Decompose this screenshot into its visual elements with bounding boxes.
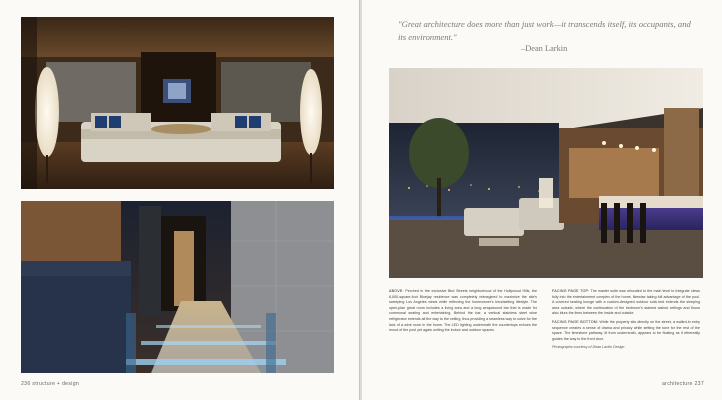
caption-text: The master suite was relocated to the main level to integrate views fully into the entertainment complex of the home, likewise taking full advantage of the pool. A covered seating lounge with a custom-designed outdoor sofa bed extends the sleeping area outside, where the continuation of the bedroom's stained walnut ceilings and floors also blurs the lines between the inside and outside. (552, 289, 700, 316)
entry-walkway-photo (21, 201, 334, 373)
body-column-right (552, 289, 700, 354)
quote-author: –Dean Larkin (521, 44, 568, 53)
caption-text: While the property sits directly on the street, a walled-in entry sequence creates a sense of drama and privacy while setting the tone for the rest of the space. The limestone pathway, lit from underneath, appears to be floating as it ethereally guides the way to the front door. (552, 319, 700, 341)
pull-quote: "Great architecture does more than just work—it transcends itself, its occupants, and its environment." (398, 19, 691, 42)
caption-facing-top (552, 289, 700, 317)
photo-credit: Photographs courtesy of Dean Larkin Design (552, 345, 625, 350)
body-column-left (389, 289, 537, 337)
right-folio: architecture 237 (662, 381, 704, 387)
caption-lead: ABOVE: (389, 289, 404, 293)
great-room-photo (389, 68, 703, 278)
caption-facing-bottom (552, 320, 700, 342)
caption-lead: FACING PAGE BOTTOM: (552, 319, 599, 324)
bedroom-photo (21, 17, 334, 189)
caption-above (389, 289, 537, 334)
caption-text: Perched in the exclusive Bird Streets neighborhood of the Hollywood Hills, the 6,000-square-foot Bluejay residence was completely reimagined to maximize the site's sweeping Los Angeles views while reflecting the homeowner's trendsetting lifestyle. The open-plan great room includes a living area and a long wraparound bar that is made for communal seating and entertaining. Behind the bar, a vertical stainless steel wine refrigerator extends all the way to the ceiling, thus providing a seamless way to solve for the lack of a wine room in the home. The LED lighting underneath the countertops echoes the mood of the pool yet again uniting the indoor and outdoor spaces. (389, 289, 538, 333)
left-page (0, 0, 360, 400)
left-folio: 236 structure + design (21, 381, 80, 387)
caption-lead: FACING PAGE TOP: (552, 289, 590, 293)
